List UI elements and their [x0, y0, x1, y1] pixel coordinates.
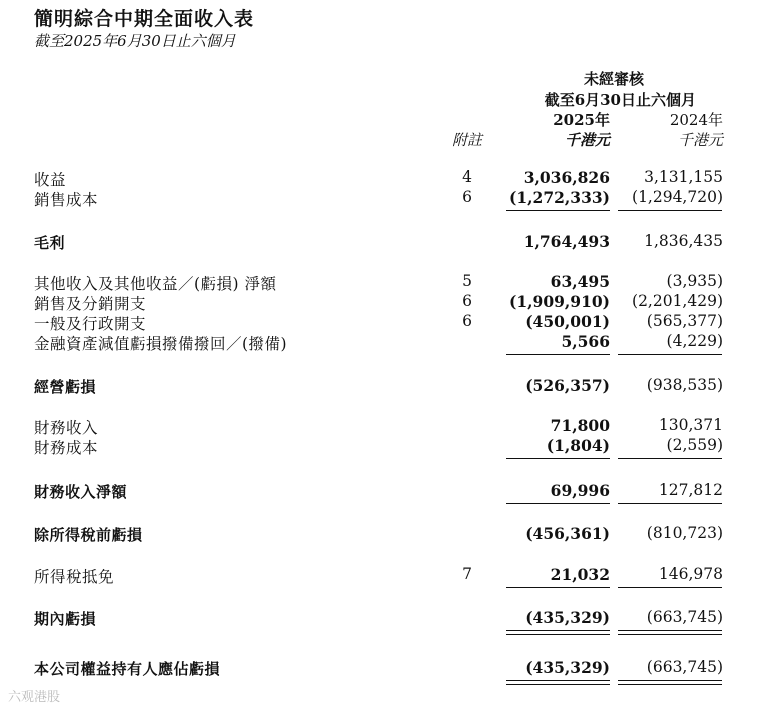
underline-2024: [618, 503, 722, 504]
table-row-income-tax-credit: [0, 565, 762, 585]
table-row-net-finance-income: [0, 481, 762, 501]
row-label: 銷售成本: [34, 191, 99, 209]
unit-2025-header: 千港元: [564, 131, 610, 149]
double-underline-2024: [618, 630, 722, 631]
statement-period: 截至2025年6月30日止六個月: [34, 32, 236, 50]
double-underline-2024: [618, 634, 722, 635]
table-row-selling-expenses: [0, 292, 762, 312]
row-value-2024: (663,745): [646, 658, 723, 676]
underline-2025: [506, 503, 610, 504]
table-row-operating-loss: [0, 376, 762, 396]
underline-2024: [618, 354, 722, 355]
table-row-finance-costs: [0, 436, 762, 456]
row-value-2024: 1,836,435: [644, 232, 723, 250]
row-value-2024: (565,377): [646, 312, 723, 330]
row-label: 收益: [34, 171, 67, 189]
underline-2025: [506, 458, 610, 459]
double-underline-2025: [506, 630, 610, 631]
row-value-2024: (810,723): [646, 524, 723, 542]
row-note: 6: [462, 312, 472, 330]
row-value-2024: (938,535): [646, 376, 723, 394]
statement-title: 簡明綜合中期全面收入表: [34, 8, 255, 30]
table-row-loss-for-period: [0, 608, 762, 628]
row-label: 本公司權益持有人應佔虧損: [34, 660, 221, 678]
row-value-2025: (435,329): [525, 658, 610, 677]
row-value-2025: (435,329): [525, 608, 610, 627]
table-row-gross-profit: [0, 232, 762, 252]
row-label: 一般及行政開支: [34, 315, 147, 333]
period-header: 截至6月30日止六個月: [544, 91, 696, 109]
underline-2025: [506, 210, 610, 211]
row-label: 除所得稅前虧損: [34, 526, 143, 544]
row-value-2025: (1,804): [546, 436, 610, 455]
table-row-admin-expenses: [0, 312, 762, 332]
table-row-cost-of-sales: [0, 188, 762, 208]
row-value-2024: 127,812: [658, 481, 723, 499]
year-2025-header: 2025年: [553, 111, 610, 129]
row-label: 財務收入: [34, 419, 99, 437]
double-underline-2024: [618, 684, 722, 685]
underline-2025: [506, 354, 610, 355]
row-value-2025: 63,495: [550, 272, 610, 291]
row-value-2025: 5,566: [561, 332, 610, 351]
underline-2024: [618, 587, 722, 588]
row-value-2025: (456,361): [525, 524, 610, 543]
row-value-2025: (450,001): [525, 312, 610, 331]
row-label: 其他收入及其他收益／(虧損) 淨額: [34, 275, 277, 293]
table-row-revenue: [0, 168, 762, 188]
row-value-2025: 3,036,826: [523, 168, 610, 187]
unaudited-header: 未經審核: [583, 70, 644, 88]
row-value-2025: 69,996: [550, 481, 610, 500]
row-value-2025: 1,764,493: [523, 232, 610, 251]
unit-2024-header: 千港元: [677, 131, 723, 149]
double-underline-2025: [506, 634, 610, 635]
row-note: 4: [462, 168, 472, 186]
row-label: 毛利: [34, 234, 66, 252]
row-label: 經營虧損: [34, 378, 97, 396]
watermark-logo: 六观港股: [8, 690, 61, 705]
row-label: 財務收入淨額: [34, 483, 128, 501]
underline-2024: [618, 210, 722, 211]
table-row-other-income: [0, 272, 762, 292]
year-2024-header: 2024年: [669, 111, 723, 129]
row-label: 期內虧損: [34, 610, 97, 628]
row-value-2024: 146,978: [658, 565, 723, 583]
row-value-2025: (1,909,910): [509, 292, 610, 311]
underline-2024: [618, 458, 722, 459]
row-value-2025: 71,800: [550, 416, 610, 435]
row-value-2024: (2,201,429): [632, 292, 723, 310]
row-value-2025: (1,272,333): [509, 188, 610, 207]
row-label: 銷售及分銷開支: [34, 295, 147, 313]
row-value-2024: (1,294,720): [632, 188, 723, 206]
double-underline-2025: [506, 680, 610, 681]
row-note: 5: [462, 272, 472, 290]
row-value-2024: (4,229): [666, 332, 723, 350]
row-value-2024: (663,745): [646, 608, 723, 626]
table-row-loss-before-tax: [0, 524, 762, 544]
row-value-2024: 130,371: [658, 416, 723, 434]
underline-2025: [506, 587, 610, 588]
row-value-2024: (2,559): [666, 436, 723, 454]
row-value-2024: (3,935): [666, 272, 723, 290]
double-underline-2024: [618, 680, 722, 681]
row-label: 金融資產減值虧損撥備撥回／(撥備): [34, 335, 288, 353]
row-note: 6: [462, 292, 472, 310]
row-note: 6: [462, 188, 472, 206]
row-note: 7: [462, 565, 472, 583]
double-underline-2025: [506, 684, 610, 685]
table-row-finance-income: [0, 416, 762, 436]
row-label: 財務成本: [34, 439, 99, 457]
row-label: 所得稅抵免: [34, 568, 115, 586]
table-row-impairment: [0, 332, 762, 352]
row-value-2025: (526,357): [525, 376, 610, 395]
row-value-2025: 21,032: [550, 565, 610, 584]
note-column-header: 附註: [452, 131, 483, 149]
row-value-2024: 3,131,155: [644, 168, 723, 186]
table-row-loss-attributable: [0, 658, 762, 678]
